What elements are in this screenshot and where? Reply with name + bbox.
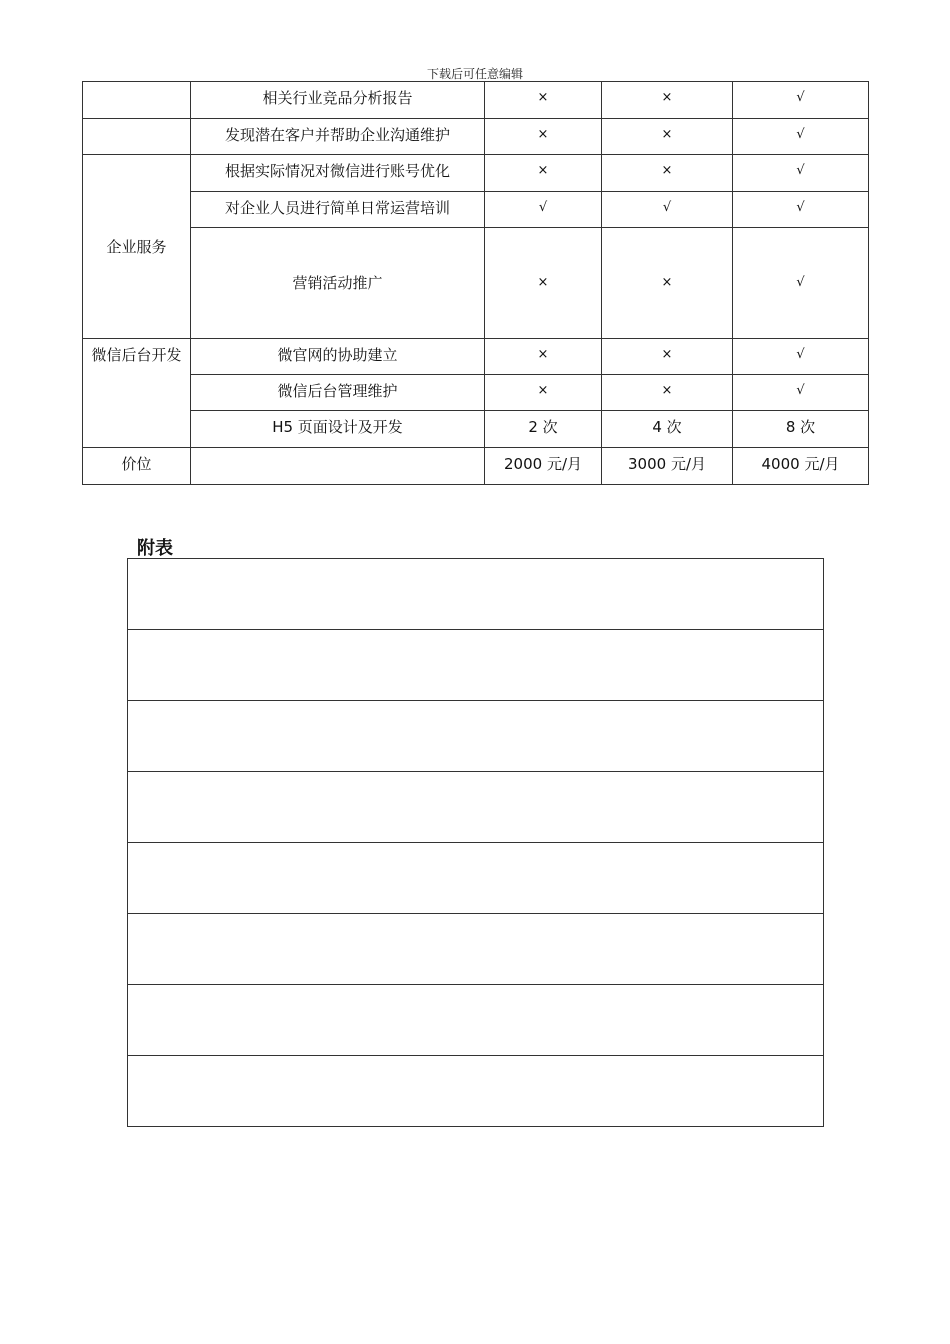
service-comparison-table bbox=[82, 81, 869, 485]
standard-value: 4 次 bbox=[602, 411, 733, 448]
item-cell: 根据实际情况对微信进行账号优化 bbox=[191, 155, 485, 192]
standard-value: × bbox=[602, 375, 733, 411]
appendix-table bbox=[127, 558, 824, 1127]
basic-price: 2000 元/月 bbox=[485, 448, 602, 485]
appendix-row bbox=[128, 701, 823, 772]
premium-value: √ bbox=[733, 339, 869, 375]
page-header: 下载后可任意编辑 bbox=[426, 67, 523, 81]
table-row bbox=[83, 155, 869, 192]
item-cell: 相关行业竞品分析报告 bbox=[191, 82, 485, 119]
item-cell bbox=[191, 448, 485, 485]
item-cell: 微官网的协助建立 bbox=[191, 339, 485, 375]
table-row bbox=[83, 411, 869, 448]
appendix-row bbox=[128, 559, 823, 630]
basic-value: × bbox=[485, 339, 602, 375]
item-cell: 营销活动推广 bbox=[191, 228, 485, 339]
premium-value: √ bbox=[733, 119, 869, 155]
table-row bbox=[83, 82, 869, 119]
basic-value: × bbox=[485, 228, 602, 339]
group-cell-empty bbox=[83, 119, 191, 155]
standard-value: × bbox=[602, 339, 733, 375]
premium-value: √ bbox=[733, 82, 869, 119]
basic-value: × bbox=[485, 155, 602, 192]
table-row bbox=[83, 375, 869, 411]
group-cell-empty bbox=[83, 82, 191, 119]
table-row bbox=[83, 228, 869, 339]
premium-price: 4000 元/月 bbox=[733, 448, 869, 485]
table-row bbox=[83, 192, 869, 228]
premium-value: √ bbox=[733, 228, 869, 339]
appendix-row bbox=[128, 772, 823, 843]
group-wechat-backend: 微信后台开发 bbox=[83, 339, 191, 448]
table-row bbox=[83, 339, 869, 375]
standard-value: √ bbox=[602, 192, 733, 228]
standard-value: × bbox=[602, 155, 733, 192]
group-price: 价位 bbox=[83, 448, 191, 485]
standard-price: 3000 元/月 bbox=[602, 448, 733, 485]
item-cell: H5 页面设计及开发 bbox=[191, 411, 485, 448]
standard-value: × bbox=[602, 82, 733, 119]
standard-value: × bbox=[602, 119, 733, 155]
item-cell: 微信后台管理维护 bbox=[191, 375, 485, 411]
appendix-row bbox=[128, 985, 823, 1056]
table-row-price bbox=[83, 448, 869, 485]
basic-value: × bbox=[485, 375, 602, 411]
basic-value: 2 次 bbox=[485, 411, 602, 448]
premium-value: √ bbox=[733, 155, 869, 192]
standard-value: × bbox=[602, 228, 733, 339]
appendix-title: 附表 bbox=[137, 538, 173, 559]
basic-value: × bbox=[485, 119, 602, 155]
basic-value: √ bbox=[485, 192, 602, 228]
premium-value: √ bbox=[733, 192, 869, 228]
appendix-row bbox=[128, 914, 823, 985]
group-enterprise-service: 企业服务 bbox=[83, 155, 191, 339]
premium-value: √ bbox=[733, 375, 869, 411]
item-cell: 对企业人员进行简单日常运营培训 bbox=[191, 192, 485, 228]
basic-value: × bbox=[485, 82, 602, 119]
appendix-row bbox=[128, 843, 823, 914]
premium-value: 8 次 bbox=[733, 411, 869, 448]
appendix-row bbox=[128, 630, 823, 701]
item-cell: 发现潜在客户并帮助企业沟通维护 bbox=[191, 119, 485, 155]
table-row bbox=[83, 119, 869, 155]
appendix-row bbox=[128, 1056, 823, 1127]
